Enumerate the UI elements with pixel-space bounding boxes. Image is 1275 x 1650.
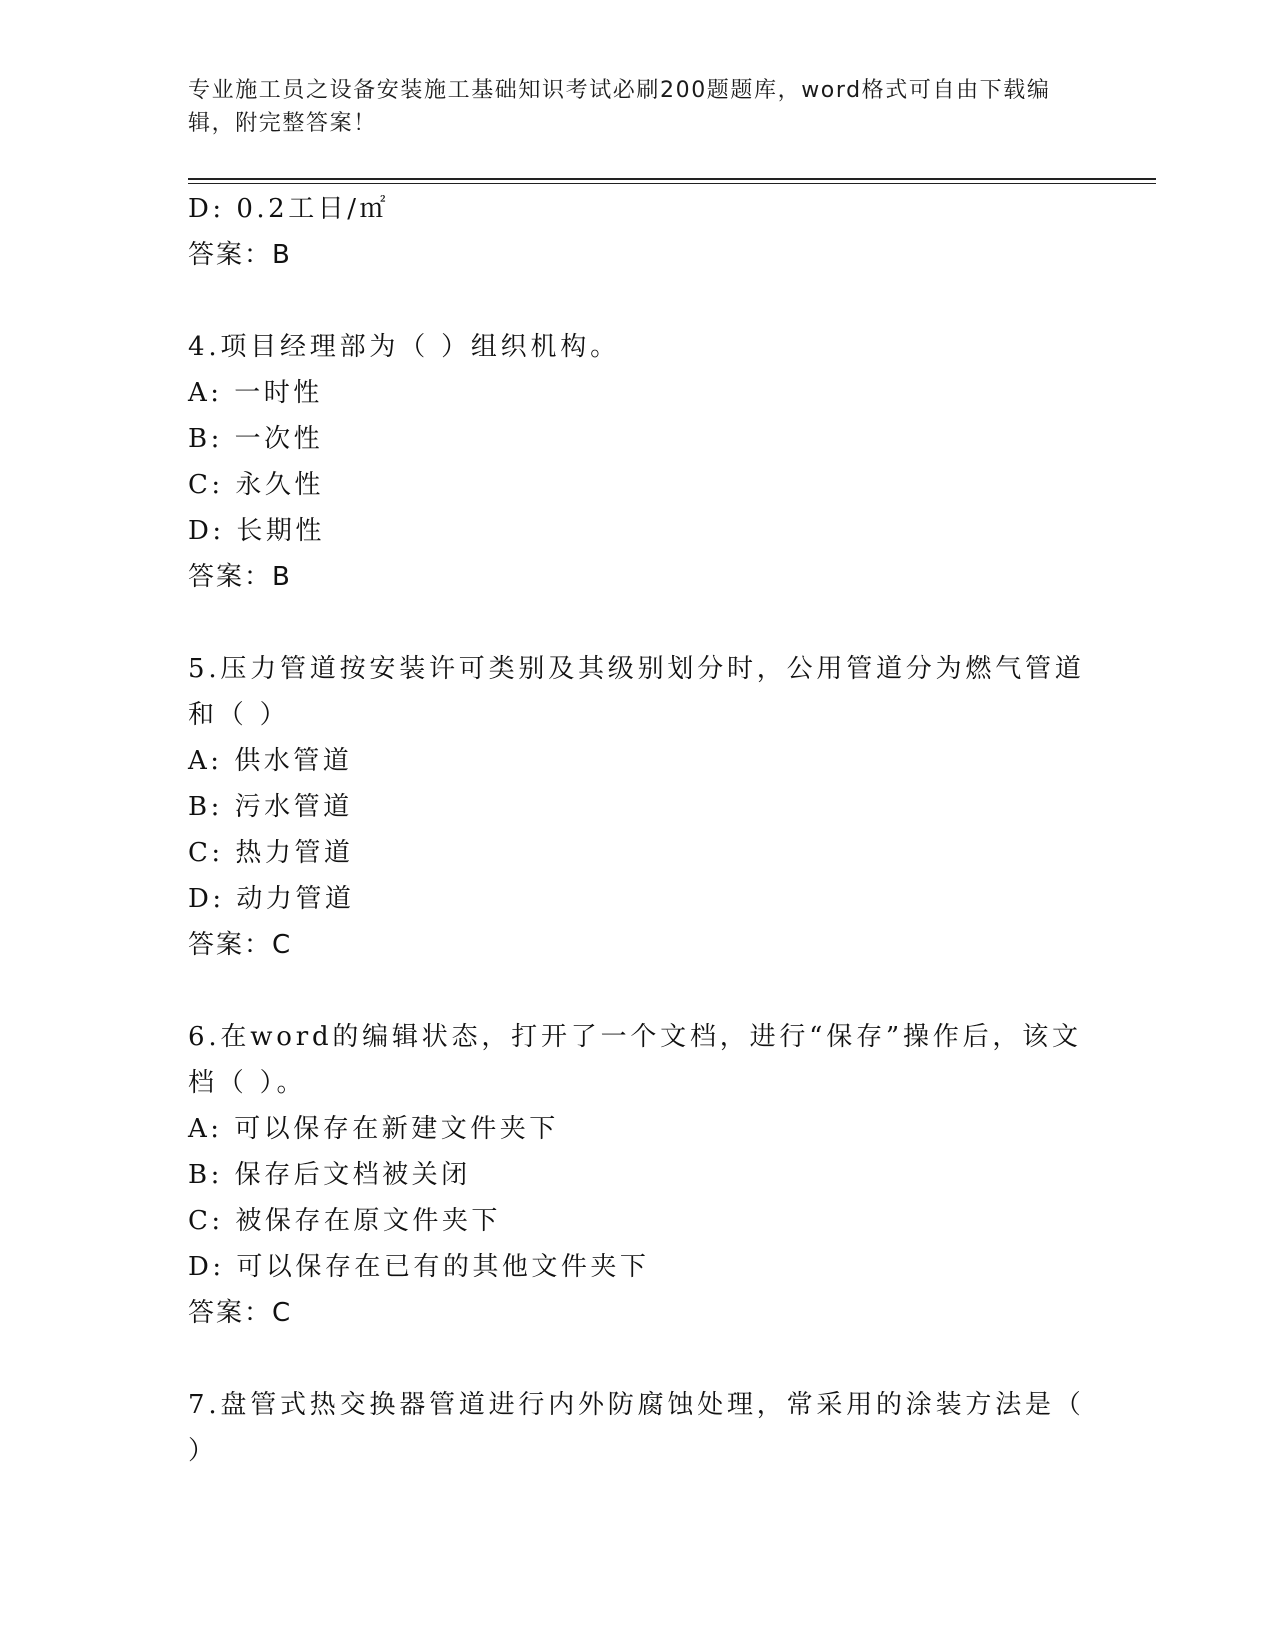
answer: 答案：C	[188, 1298, 293, 1328]
option-a: A: 供水管道	[188, 746, 353, 776]
answer: 答案：B	[188, 240, 292, 270]
question-6	[188, 1014, 1088, 1336]
question-list	[188, 186, 1088, 1474]
option-b: B: 污水管道	[188, 792, 353, 822]
question-stem: 4.项目经理部为（ ）组织机构。	[188, 332, 620, 362]
question-7	[188, 1382, 1088, 1474]
option-c: C: 被保存在原文件夹下	[188, 1206, 501, 1236]
question-stem: 7.盘管式热交换器管道进行内外防腐蚀处理，常采用的涂装方法是（ ）	[188, 1390, 1085, 1466]
question-stem: 6.在word的编辑状态，打开了一个文档，进行“保存”操作后，该文档（ ）。	[188, 1022, 1082, 1098]
answer: 答案：B	[188, 562, 292, 592]
header-divider	[188, 178, 1156, 180]
option-d: D: 0.2工日/㎡	[188, 194, 389, 224]
answer: 答案：C	[188, 930, 293, 960]
option-b: B: 保存后文档被关闭	[188, 1160, 471, 1190]
option-b: B: 一次性	[188, 424, 324, 454]
header-divider-thin	[188, 183, 1156, 184]
option-d: D: 长期性	[188, 516, 325, 546]
option-d: D: 动力管道	[188, 884, 355, 914]
page-header: 专业施工员之设备安装施工基础知识考试必刷200题题库，word格式可自由下载编辑，附完整答案！	[188, 78, 1051, 136]
option-d: D: 可以保存在已有的其他文件夹下	[188, 1252, 650, 1282]
question-4	[188, 324, 1088, 600]
question-stem: 5.压力管道按安装许可类别及其级别划分时，公用管道分为燃气管道和（ ）	[188, 654, 1085, 730]
option-c: C: 热力管道	[188, 838, 354, 868]
option-a: A: 一时性	[188, 378, 323, 408]
option-a: A: 可以保存在新建文件夹下	[188, 1114, 559, 1144]
question-5	[188, 646, 1088, 968]
option-c: C: 永久性	[188, 470, 324, 500]
